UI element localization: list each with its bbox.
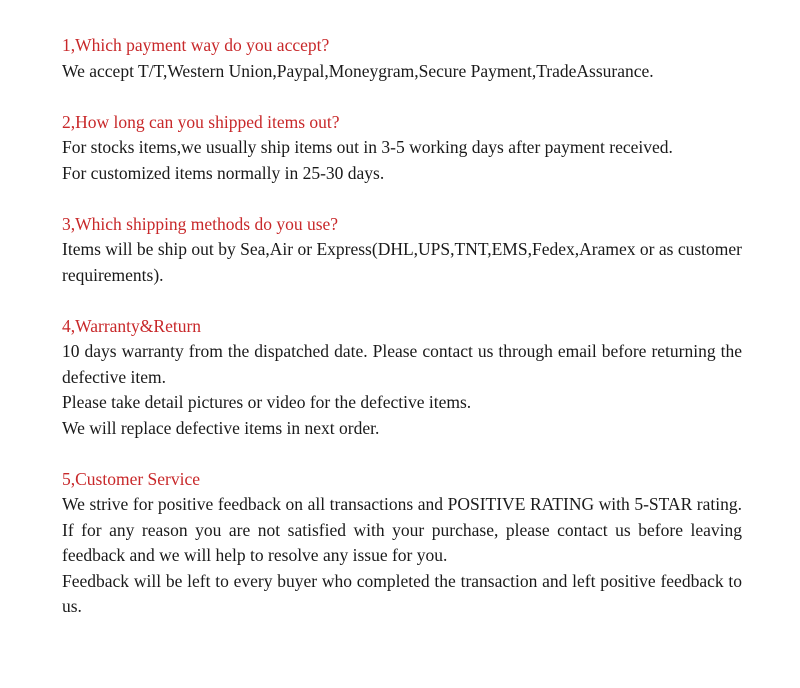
answer-paragraph: For customized items normally in 25-30 days.: [62, 162, 385, 183]
faq-section-payment: [62, 33, 742, 84]
question-heading: 4,Warranty&Return: [62, 315, 202, 336]
question-heading: 1,Which payment way do you accept?: [62, 35, 330, 55]
answer-paragraph: We accept T/T,Western Union,Paypal,Moneygram,Secure Payment,TradeAssurance.: [62, 60, 654, 81]
faq-section-shipping-time: [62, 110, 742, 187]
answer-paragraph: Items will be ship out by Sea,Air or Express(DHL,UPS,TNT,EMS,Fedex,Aramex or as customer requirements).: [62, 239, 742, 285]
faq-section-shipping-methods: [62, 212, 742, 289]
answer-paragraph: We will replace defective items in next order.: [62, 417, 380, 438]
question-heading: 5,Customer Service: [62, 468, 201, 489]
answer-paragraph: Feedback will be left to every buyer who completed the transaction and left positive feedback to us.: [62, 570, 742, 616]
answer-paragraph: Please take detail pictures or video for the defective items.: [62, 392, 472, 412]
faq-document: [62, 33, 742, 645]
question-heading: 2,How long can you shipped items out?: [62, 111, 340, 132]
answer-paragraph: For stocks items,we usually ship items out in 3-5 working days after payment received.: [62, 137, 673, 157]
faq-section-customer-service: [62, 467, 742, 620]
faq-section-warranty: [62, 314, 742, 442]
question-heading: 3,Which shipping methods do you use?: [62, 213, 339, 234]
answer-paragraph: 10 days warranty from the dispatched date. Please contact us through email before returning the defective item.: [62, 341, 742, 387]
answer-paragraph: We strive for positive feedback on all transactions and POSITIVE RATING with 5-STAR rating. If for any reason you are not satisfied with your purchase, please contact us before leaving feedback and we will help to resolve any issue for you.: [62, 494, 742, 565]
